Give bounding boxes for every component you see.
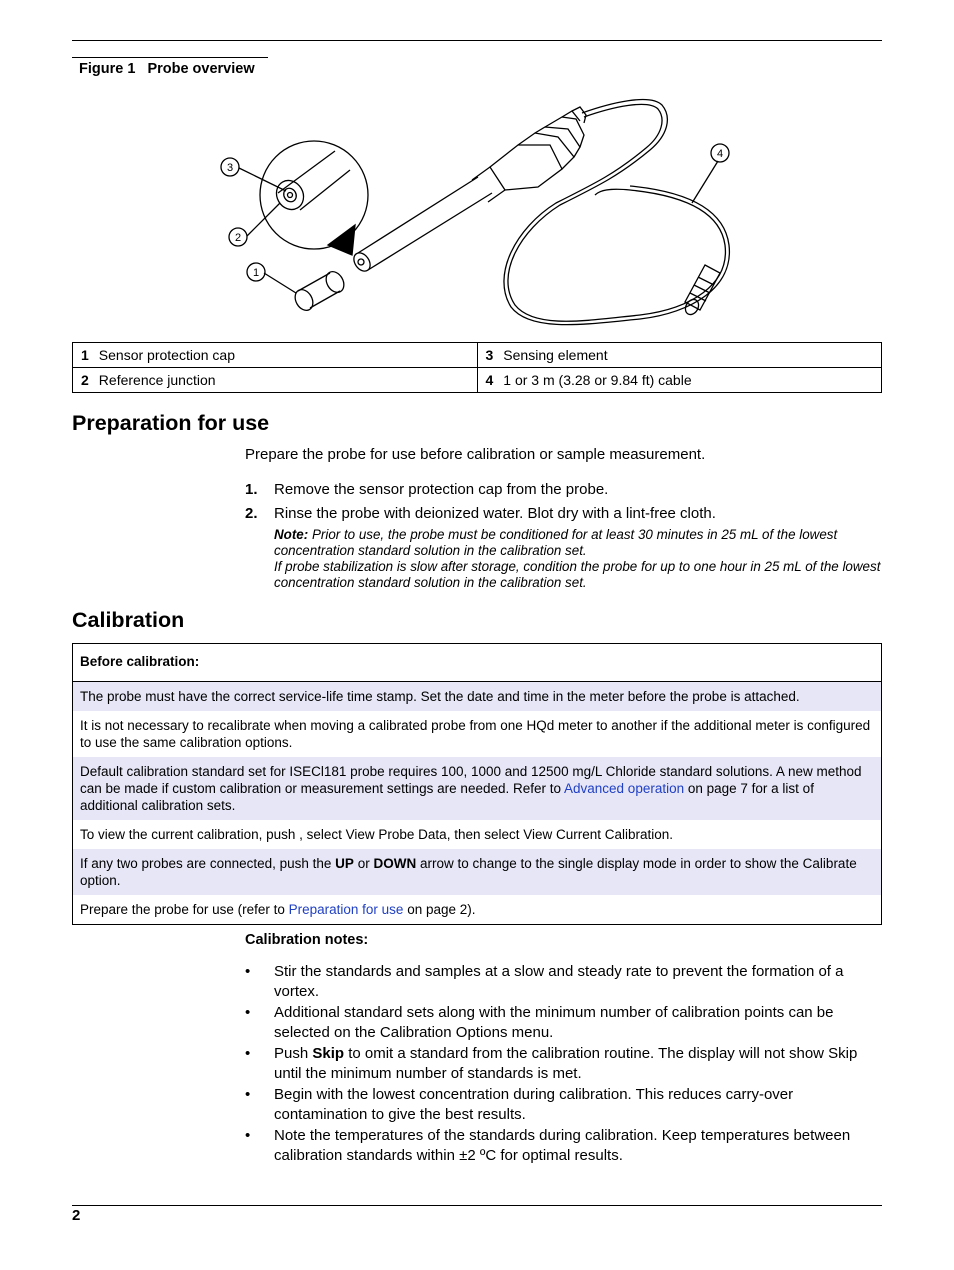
callout-2: 2 <box>234 232 242 244</box>
table-row <box>73 343 882 368</box>
preparation-intro: Prepare the probe for use before calibration or sample measurement. <box>245 446 706 463</box>
box-row: To view the current calibration, push , select View Probe Data, then select View Current Calibration. <box>80 827 674 842</box>
box-row: The probe must have the correct service-life time stamp. Set the date and time in the meter before the probe is attached. <box>73 682 881 711</box>
figure-number: Figure 1 <box>79 61 136 77</box>
callout-3: 3 <box>226 162 234 174</box>
zoom-pointer <box>328 225 355 255</box>
preparation-steps <box>245 480 882 528</box>
list-item: 2. Rinse the probe with deionized water. Blot dry with a lint-free cloth. <box>245 505 716 522</box>
legend-cell: 4 1 or 3 m (3.28 or 9.84 ft) cable <box>477 368 882 393</box>
list-item: • Note the temperatures of the standards during calibration. Keep temperatures between calibration standards within ±2 ºC for optimal results. <box>245 1127 851 1164</box>
legend-cell: 2 Reference junction <box>73 368 478 393</box>
box-row: If any two probes are connected, push the UP or DOWN arrow to change to the single display mode in order to show the Calibrate option. <box>73 849 881 895</box>
calibration-heading: Calibration <box>72 608 185 632</box>
preparation-heading: Preparation for use <box>72 411 270 435</box>
note-label: Note: <box>274 527 309 542</box>
list-item: • Stir the standards and samples at a slow and steady rate to prevent the formation of a vortex. <box>245 963 844 1000</box>
cable-connector <box>683 265 720 317</box>
page-number: 2 <box>72 1207 81 1224</box>
header-rule <box>72 40 882 41</box>
table-row <box>73 368 882 393</box>
probe-illustration <box>200 95 740 335</box>
list-item: • Additional standard sets along with the minimum number of calibration points can be selected on the Calibration Options menu. <box>245 1004 834 1041</box>
figure-title: Probe overview <box>147 61 255 77</box>
callout-1: 1 <box>252 267 260 279</box>
legend-cell: 1 Sensor protection cap <box>73 343 478 368</box>
note-text-2: If probe stabilization is slow after storage, condition the probe for up to one hour in 25 mL of the lowest concentration standard solution in the calibration set. <box>274 559 881 590</box>
probe-body <box>351 107 586 274</box>
preparation-note <box>274 527 884 591</box>
figure-caption <box>79 61 255 77</box>
calibration-notes-list <box>245 962 882 1167</box>
calibration-notes-title: Calibration notes: <box>245 932 369 948</box>
list-item: • Begin with the lowest concentration during calibration. This reduces carry-over contamination to give the best results. <box>245 1086 794 1123</box>
list-item: 1. Remove the sensor protection cap from the probe. <box>245 481 609 498</box>
figure-legend-table <box>72 342 882 393</box>
footer-rule <box>72 1205 882 1206</box>
preparation-for-use-link[interactable]: Preparation for use <box>288 902 404 917</box>
legend-cell: 3 Sensing element <box>477 343 882 368</box>
zoom-probe-tip <box>260 135 350 214</box>
box-row: It is not necessary to recalibrate when moving a calibrated probe from one HQd meter to another if the additional meter is configured to use the same calibration options. <box>80 718 871 750</box>
before-calibration-box <box>72 643 882 925</box>
figure-caption-rule <box>72 57 268 58</box>
sensor-protection-cap <box>292 268 348 313</box>
advanced-operation-link[interactable]: Advanced operation <box>564 781 685 796</box>
callout-4: 4 <box>716 148 724 160</box>
box-row: Prepare the probe for use (refer to Preparation for use on page 2). <box>80 902 476 917</box>
list-item: • Push Skip to omit a standard from the calibration routine. The display will not show Skip until the minimum number of standards is met. <box>245 1045 858 1082</box>
box-title: Before calibration: <box>73 644 881 682</box>
note-text-1: Prior to use, the probe must be conditioned for at least 30 minutes in 25 mL of the lowest concentration standard solution in the calibration set. <box>274 527 838 558</box>
box-row: Default calibration standard set for ISECl181 probe requires 100, 1000 and 12500 mg/L Chloride standard solutions. A new method can be made if custom calibration or measurement settings are needed. Refer to Advanced operation on page 7 for a list of additional calibration sets. <box>73 757 881 820</box>
